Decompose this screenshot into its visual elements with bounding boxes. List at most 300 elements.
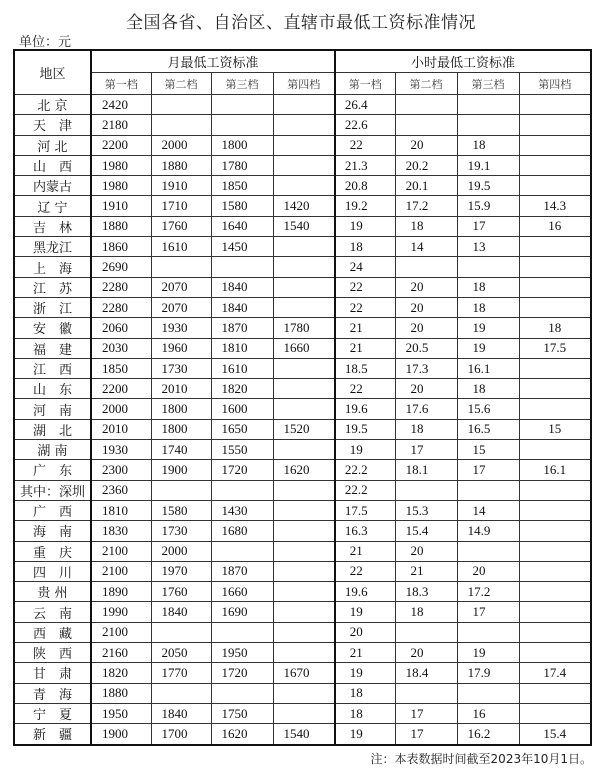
monthly-tier-3-cell (211, 480, 273, 500)
table-row (14, 237, 591, 257)
hourly-tier-3-cell (457, 257, 519, 277)
monthly-tier-1-cell: 2420 (91, 95, 151, 115)
hourly-tier-1-cell: 26.4 (335, 95, 395, 115)
monthly-tier-2-cell: 1800 (151, 419, 211, 439)
hourly-tier-3-cell: 15.9 (457, 196, 519, 216)
monthly-tier-4-cell (273, 135, 335, 155)
monthly-tier-3-cell (211, 115, 273, 135)
region-cell: 宁 夏 (14, 703, 91, 723)
monthly-tier-3-cell: 1450 (211, 237, 273, 257)
monthly-header: 月最低工资标准 (91, 50, 335, 73)
monthly-tier-2-cell: 2000 (151, 135, 211, 155)
monthly-tier-1-cell: 1860 (91, 237, 151, 257)
hourly-tier-2-cell: 18.1 (395, 460, 457, 480)
hourly-tier-3-cell (457, 480, 519, 500)
monthly-tier-2-cell (151, 683, 211, 703)
region-cell: 山 东 (14, 379, 91, 399)
hourly-tier-1-cell: 19 (335, 602, 395, 622)
hourly-tier-1-cell: 22 (335, 297, 395, 317)
hourly-tier-4-cell (519, 176, 591, 196)
table-row (14, 643, 591, 663)
hourly-tier-2-cell: 20 (395, 318, 457, 338)
hourly-tier-2-cell: 17 (395, 703, 457, 723)
hourly-tier-1-cell: 22 (335, 561, 395, 581)
hourly-tier-2-cell (395, 622, 457, 642)
region-cell: 海 南 (14, 521, 91, 541)
hourly-tier-1-cell: 16.3 (335, 521, 395, 541)
monthly-tier-2-cell: 1710 (151, 196, 211, 216)
hourly-tier-3-cell: 14 (457, 500, 519, 520)
monthly-tier-1-cell: 1890 (91, 582, 151, 602)
hourly-tier-2-cell: 20 (395, 297, 457, 317)
monthly-tier-2-cell: 1730 (151, 521, 211, 541)
table-row (14, 419, 591, 439)
monthly-tier-3-cell: 1660 (211, 582, 273, 602)
monthly-tier-2-cell: 1700 (151, 724, 211, 745)
monthly-tier-4-cell (273, 440, 335, 460)
hourly-tier-2-cell: 18.4 (395, 663, 457, 683)
hourly-tier-1-cell: 20.8 (335, 176, 395, 196)
hourly-tier-4-cell (519, 602, 591, 622)
region-cell: 河 北 (14, 135, 91, 155)
hourly-tier-3-cell: 19 (457, 318, 519, 338)
hourly-tier-4-cell (519, 561, 591, 581)
table-row (14, 460, 591, 480)
monthly-tier-1-cell: 2180 (91, 115, 151, 135)
hourly-tier-2-cell: 14 (395, 237, 457, 257)
monthly-tier-2-cell: 2000 (151, 541, 211, 561)
monthly-tier-3-cell (211, 257, 273, 277)
monthly-tier-2-cell: 1770 (151, 663, 211, 683)
footnote: 注：本表数据时间截至2023年10月1日。 (370, 752, 592, 766)
region-cell: 贵 州 (14, 582, 91, 602)
monthly-tier-3-cell: 1600 (211, 399, 273, 419)
hourly-tier-1-cell: 19 (335, 663, 395, 683)
hourly-tier-2-cell: 20 (395, 277, 457, 297)
monthly-tier-2-cell: 1930 (151, 318, 211, 338)
monthly-tier-2-cell: 1880 (151, 155, 211, 175)
hourly-tier-3-cell: 19.5 (457, 176, 519, 196)
region-cell: 四 川 (14, 561, 91, 581)
monthly-tier-1-cell: 2160 (91, 643, 151, 663)
monthly-tier-1-cell: 2000 (91, 399, 151, 419)
region-cell: 湖 南 (14, 440, 91, 460)
monthly-tier-3-cell (211, 95, 273, 115)
hourly-tier-1-cell: 19.6 (335, 582, 395, 602)
hourly-tier-2-cell: 17 (395, 440, 457, 460)
monthly-tier-3-cell: 1850 (211, 176, 273, 196)
monthly-tier-4-cell (273, 115, 335, 135)
monthly-tier-1-cell: 2060 (91, 318, 151, 338)
hourly-tier-2-cell: 17 (395, 724, 457, 745)
monthly-tier-2-cell: 1740 (151, 440, 211, 460)
hourly-tier-3-cell: 16.5 (457, 419, 519, 439)
hourly-tier-4-cell (519, 277, 591, 297)
hourly-tier-3-cell: 18 (457, 297, 519, 317)
hourly-tier-4-cell (519, 541, 591, 561)
hourly-tier-4-cell (519, 95, 591, 115)
monthly-tier-3-cell (211, 622, 273, 642)
region-cell: 广 西 (14, 500, 91, 520)
monthly-tier-4-cell (273, 561, 335, 581)
monthly-tier-2-cell: 1730 (151, 358, 211, 378)
hourly-tier-3-cell: 17 (457, 216, 519, 236)
monthly-tier-4-cell (273, 379, 335, 399)
hourly-tier-2-cell: 20 (395, 135, 457, 155)
hourly-tier-1-header: 第一档 (335, 73, 395, 95)
hourly-tier-3-cell: 14.9 (457, 521, 519, 541)
monthly-tier-2-cell (151, 115, 211, 135)
region-cell: 其中：深圳 (14, 480, 91, 500)
hourly-tier-3-cell (457, 541, 519, 561)
hourly-tier-1-cell: 21.3 (335, 155, 395, 175)
monthly-tier-1-cell: 2100 (91, 561, 151, 581)
hourly-tier-4-cell: 18 (519, 318, 591, 338)
monthly-tier-2-cell (151, 257, 211, 277)
monthly-tier-2-cell: 1840 (151, 703, 211, 723)
monthly-tier-1-cell: 2200 (91, 135, 151, 155)
table-row (14, 602, 591, 622)
monthly-tier-1-cell: 1880 (91, 683, 151, 703)
monthly-tier-4-cell: 1540 (273, 724, 335, 745)
monthly-tier-4-cell (273, 95, 335, 115)
monthly-tier-3-cell: 1620 (211, 724, 273, 745)
hourly-tier-1-cell: 18 (335, 683, 395, 703)
monthly-tier-3-cell: 1720 (211, 663, 273, 683)
hourly-tier-1-cell: 21 (335, 338, 395, 358)
region-cell: 陕 西 (14, 643, 91, 663)
hourly-tier-2-cell: 18.3 (395, 582, 457, 602)
hourly-tier-3-cell: 15.6 (457, 399, 519, 419)
hourly-tier-2-cell (395, 95, 457, 115)
monthly-tier-4-header: 第四档 (273, 73, 335, 95)
hourly-tier-3-cell (457, 115, 519, 135)
hourly-tier-4-cell: 17.4 (519, 663, 591, 683)
table-row (14, 318, 591, 338)
hourly-tier-3-cell (457, 622, 519, 642)
hourly-tier-4-cell: 14.3 (519, 196, 591, 216)
monthly-tier-2-cell: 2050 (151, 643, 211, 663)
hourly-tier-4-cell (519, 135, 591, 155)
hourly-tier-1-cell: 18.5 (335, 358, 395, 378)
hourly-tier-3-cell: 20 (457, 561, 519, 581)
monthly-tier-3-cell (211, 683, 273, 703)
monthly-tier-1-cell: 1930 (91, 440, 151, 460)
hourly-tier-3-cell: 19 (457, 643, 519, 663)
monthly-tier-4-cell (273, 237, 335, 257)
table-row (14, 176, 591, 196)
monthly-tier-3-cell: 1870 (211, 561, 273, 581)
monthly-tier-3-cell: 1840 (211, 277, 273, 297)
region-cell: 内蒙古 (14, 176, 91, 196)
monthly-tier-3-cell: 1680 (211, 521, 273, 541)
hourly-tier-2-cell: 18 (395, 216, 457, 236)
monthly-tier-4-cell (273, 643, 335, 663)
hourly-tier-3-cell: 13 (457, 237, 519, 257)
hourly-tier-4-cell: 17.5 (519, 338, 591, 358)
monthly-tier-2-cell: 2070 (151, 297, 211, 317)
hourly-tier-2-cell (395, 257, 457, 277)
region-cell: 天 津 (14, 115, 91, 135)
region-cell: 甘 肃 (14, 663, 91, 683)
table-row (14, 582, 591, 602)
monthly-tier-2-cell: 1580 (151, 500, 211, 520)
table-row (14, 561, 591, 581)
table-row (14, 358, 591, 378)
table-body (14, 95, 591, 745)
hourly-tier-2-cell: 17.2 (395, 196, 457, 216)
monthly-tier-3-cell: 1720 (211, 460, 273, 480)
region-cell: 新 疆 (14, 724, 91, 745)
hourly-tier-4-cell (519, 521, 591, 541)
region-cell: 青 海 (14, 683, 91, 703)
region-cell: 河 南 (14, 399, 91, 419)
hourly-tier-1-cell: 22 (335, 135, 395, 155)
monthly-tier-4-cell (273, 358, 335, 378)
hourly-tier-4-cell: 15.4 (519, 724, 591, 745)
monthly-tier-2-cell: 1610 (151, 237, 211, 257)
hourly-tier-3-cell: 18 (457, 379, 519, 399)
hourly-tier-1-cell: 17.5 (335, 500, 395, 520)
table-row (14, 724, 591, 745)
monthly-tier-1-cell: 2360 (91, 480, 151, 500)
hourly-tier-1-cell: 22.2 (335, 460, 395, 480)
hourly-tier-3-cell: 16 (457, 703, 519, 723)
monthly-tier-4-cell (273, 257, 335, 277)
region-header: 地区 (14, 50, 91, 95)
hourly-tier-2-cell: 20 (395, 379, 457, 399)
region-cell: 吉 林 (14, 216, 91, 236)
hourly-tier-3-cell: 18 (457, 135, 519, 155)
region-cell: 上 海 (14, 257, 91, 277)
monthly-tier-4-cell (273, 622, 335, 642)
hourly-tier-1-cell: 19 (335, 440, 395, 460)
monthly-tier-3-cell: 1800 (211, 135, 273, 155)
monthly-tier-1-cell: 1990 (91, 602, 151, 622)
table-row (14, 155, 591, 175)
region-cell: 江 西 (14, 358, 91, 378)
hourly-tier-2-cell (395, 683, 457, 703)
monthly-tier-3-cell: 1550 (211, 440, 273, 460)
monthly-tier-1-cell: 1830 (91, 521, 151, 541)
monthly-tier-3-cell: 1640 (211, 216, 273, 236)
region-cell: 福 建 (14, 338, 91, 358)
table-row (14, 95, 591, 115)
hourly-tier-2-cell (395, 115, 457, 135)
hourly-tier-3-cell: 17 (457, 460, 519, 480)
hourly-tier-4-cell: 15 (519, 419, 591, 439)
hourly-tier-3-cell (457, 95, 519, 115)
monthly-tier-2-cell: 1900 (151, 460, 211, 480)
hourly-tier-4-cell (519, 643, 591, 663)
monthly-tier-1-cell: 1950 (91, 703, 151, 723)
monthly-tier-3-cell: 1840 (211, 297, 273, 317)
hourly-tier-2-cell: 18 (395, 602, 457, 622)
hourly-tier-4-cell (519, 500, 591, 520)
monthly-tier-3-cell: 1430 (211, 500, 273, 520)
table-row (14, 521, 591, 541)
hourly-tier-4-cell (519, 622, 591, 642)
page-title: 全国各省、自治区、直辖市最低工资标准情况 (126, 13, 476, 33)
hourly-tier-2-cell: 20 (395, 643, 457, 663)
hourly-tier-2-cell: 18 (395, 419, 457, 439)
hourly-tier-4-cell (519, 379, 591, 399)
monthly-tier-2-cell: 1960 (151, 338, 211, 358)
monthly-tier-1-cell: 1880 (91, 216, 151, 236)
hourly-tier-2-cell: 20.1 (395, 176, 457, 196)
region-cell: 浙 江 (14, 297, 91, 317)
region-cell: 辽 宁 (14, 196, 91, 216)
hourly-tier-1-cell: 22 (335, 277, 395, 297)
hourly-tier-1-cell: 21 (335, 541, 395, 561)
hourly-tier-1-cell: 18 (335, 237, 395, 257)
monthly-tier-2-cell (151, 622, 211, 642)
region-cell: 西 藏 (14, 622, 91, 642)
monthly-tier-4-cell (273, 683, 335, 703)
hourly-tier-2-cell: 15.3 (395, 500, 457, 520)
hourly-tier-4-cell (519, 358, 591, 378)
hourly-tier-1-cell: 19.2 (335, 196, 395, 216)
monthly-tier-4-cell (273, 155, 335, 175)
region-cell: 安 徽 (14, 318, 91, 338)
table-row (14, 135, 591, 155)
hourly-tier-2-cell: 15.4 (395, 521, 457, 541)
hourly-tier-4-cell (519, 155, 591, 175)
monthly-tier-1-cell: 2100 (91, 541, 151, 561)
region-cell: 湖 北 (14, 419, 91, 439)
monthly-tier-2-cell: 1800 (151, 399, 211, 419)
monthly-tier-1-cell: 2300 (91, 460, 151, 480)
table-row (14, 683, 591, 703)
monthly-tier-3-cell: 1690 (211, 602, 273, 622)
table-row (14, 399, 591, 419)
hourly-tier-1-cell: 20 (335, 622, 395, 642)
monthly-tier-3-cell (211, 541, 273, 561)
table-row (14, 703, 591, 723)
monthly-tier-4-cell (273, 582, 335, 602)
hourly-tier-4-cell (519, 440, 591, 460)
table-row (14, 500, 591, 520)
hourly-tier-2-header: 第二档 (395, 73, 457, 95)
hourly-tier-2-cell: 17.6 (395, 399, 457, 419)
unit-label: 单位：元 (19, 35, 72, 50)
hourly-tier-1-cell: 22.6 (335, 115, 395, 135)
hourly-tier-3-cell: 17 (457, 602, 519, 622)
monthly-tier-1-cell: 2200 (91, 379, 151, 399)
hourly-tier-4-cell (519, 297, 591, 317)
monthly-tier-4-cell: 1420 (273, 196, 335, 216)
monthly-tier-4-cell (273, 297, 335, 317)
table-row (14, 379, 591, 399)
monthly-tier-1-cell: 2280 (91, 297, 151, 317)
monthly-tier-4-cell (273, 602, 335, 622)
region-cell: 广 东 (14, 460, 91, 480)
monthly-tier-4-cell (273, 541, 335, 561)
table-row (14, 216, 591, 236)
hourly-tier-1-cell: 22 (335, 379, 395, 399)
table-row (14, 541, 591, 561)
monthly-tier-2-cell: 2070 (151, 277, 211, 297)
region-cell: 山 西 (14, 155, 91, 175)
monthly-tier-1-cell: 2690 (91, 257, 151, 277)
monthly-tier-4-cell (273, 277, 335, 297)
hourly-tier-3-cell: 19 (457, 338, 519, 358)
monthly-tier-1-cell: 1980 (91, 176, 151, 196)
hourly-tier-3-cell: 15 (457, 440, 519, 460)
hourly-tier-3-cell: 17.2 (457, 582, 519, 602)
monthly-tier-4-cell: 1520 (273, 419, 335, 439)
hourly-tier-1-cell: 18 (335, 703, 395, 723)
table-row (14, 338, 591, 358)
hourly-tier-3-cell: 18 (457, 277, 519, 297)
monthly-tier-2-cell: 1760 (151, 582, 211, 602)
monthly-tier-1-cell: 1810 (91, 500, 151, 520)
monthly-tier-4-cell (273, 500, 335, 520)
hourly-tier-3-cell (457, 683, 519, 703)
hourly-tier-2-cell: 20 (395, 541, 457, 561)
monthly-tier-4-cell: 1620 (273, 460, 335, 480)
monthly-tier-2-header: 第二档 (151, 73, 211, 95)
hourly-tier-1-cell: 19 (335, 724, 395, 745)
hourly-tier-4-cell: 16 (519, 216, 591, 236)
hourly-tier-1-cell: 19.5 (335, 419, 395, 439)
hourly-header: 小时最低工资标准 (335, 50, 591, 73)
monthly-tier-3-cell: 1610 (211, 358, 273, 378)
monthly-tier-3-cell: 1780 (211, 155, 273, 175)
hourly-tier-4-cell (519, 683, 591, 703)
minimum-wage-table (13, 49, 592, 746)
hourly-tier-1-cell: 19.6 (335, 399, 395, 419)
monthly-tier-3-header: 第三档 (211, 73, 273, 95)
hourly-tier-2-cell: 20.5 (395, 338, 457, 358)
hourly-tier-4-cell (519, 237, 591, 257)
monthly-tier-4-cell (273, 703, 335, 723)
monthly-tier-2-cell: 1910 (151, 176, 211, 196)
hourly-tier-3-header: 第三档 (457, 73, 519, 95)
region-cell: 江 苏 (14, 277, 91, 297)
monthly-tier-4-cell (273, 176, 335, 196)
hourly-tier-3-cell: 16.1 (457, 358, 519, 378)
region-cell: 北 京 (14, 95, 91, 115)
monthly-tier-4-cell: 1660 (273, 338, 335, 358)
monthly-tier-3-cell: 1810 (211, 338, 273, 358)
table-row (14, 480, 591, 500)
monthly-tier-4-cell: 1670 (273, 663, 335, 683)
monthly-tier-1-cell: 2030 (91, 338, 151, 358)
monthly-tier-3-cell: 1750 (211, 703, 273, 723)
monthly-tier-1-cell: 1980 (91, 155, 151, 175)
monthly-tier-3-cell: 1870 (211, 318, 273, 338)
monthly-tier-4-cell (273, 521, 335, 541)
monthly-tier-1-header: 第一档 (91, 73, 151, 95)
monthly-tier-3-cell: 1650 (211, 419, 273, 439)
hourly-tier-4-header: 第四档 (519, 73, 591, 95)
hourly-tier-4-cell (519, 115, 591, 135)
hourly-tier-1-cell: 21 (335, 643, 395, 663)
hourly-tier-2-cell: 20.2 (395, 155, 457, 175)
monthly-tier-1-cell: 1820 (91, 663, 151, 683)
hourly-tier-1-cell: 19 (335, 216, 395, 236)
hourly-tier-2-cell: 17.3 (395, 358, 457, 378)
table-row (14, 663, 591, 683)
hourly-tier-1-cell: 21 (335, 318, 395, 338)
monthly-tier-2-cell: 2010 (151, 379, 211, 399)
monthly-tier-3-cell: 1580 (211, 196, 273, 216)
region-cell: 云 南 (14, 602, 91, 622)
monthly-tier-2-cell (151, 480, 211, 500)
monthly-tier-2-cell (151, 95, 211, 115)
monthly-tier-1-cell: 1850 (91, 358, 151, 378)
